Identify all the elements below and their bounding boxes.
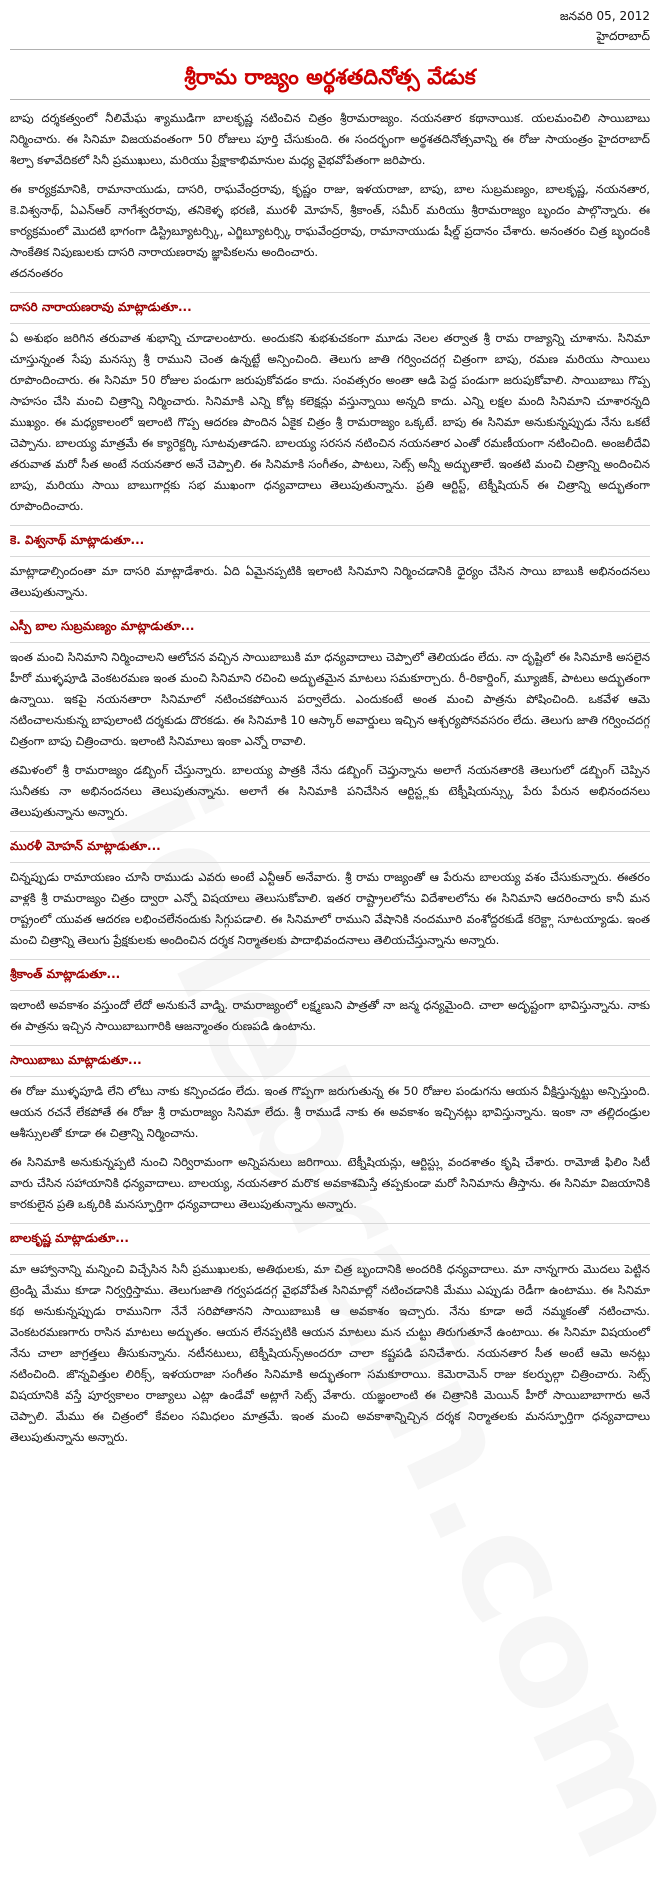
section-divider — [10, 525, 650, 526]
speaker-heading-viswanath: కె. విశ్వనాథ్ మాట్లాడుతూ... — [10, 533, 145, 547]
section-divider — [10, 959, 650, 960]
section-divider — [10, 611, 650, 612]
article-location: హైదరాబాద్ — [596, 29, 650, 43]
speech-paragraph: తమిళంలో శ్రీ రామరాజ్యం డబ్బింగ్ చేస్తున్నారు. బాలయ్య పాత్రకి నేను డబ్బింగ్ చెప్తున్నాను అలాగే నయనతారకి తెలుగులో డబ్బింగ్ చెప్పిన సునీతకు నా అభినందనలు తెలుపుతున్నాను. అలాగే ఈ సినిమాకి పనిచేసిన ఆర్టిస్ట్లకు టెక్నీషియన్స్కు పేరు పేరున అభినందనలు తెలుపుతున్నాను అన్నారు. — [10, 763, 650, 819]
page-title: శ్రీరామ రాజ్యం అర్థశతదినోత్స వేడుక — [184, 65, 476, 89]
section-divider — [10, 831, 650, 832]
section-divider — [10, 1254, 650, 1255]
speaker-heading-spb: ఎస్పీ బాల సుబ్రమణ్యం మాట్లాడుతూ... — [10, 619, 195, 633]
section-divider — [10, 862, 650, 863]
article-body — [10, 108, 650, 1456]
section-divider — [10, 1223, 650, 1224]
header-divider — [10, 49, 650, 50]
article-meta — [350, 6, 650, 46]
speech-paragraph: ఇంత మంచి సినిమాని నిర్మించాలని ఆలోచన వచ్చిన సాయిబాబుకి మా ధన్యవాదాలు చెప్పాలో తెలియడం లేదు. నా దృష్టిలో ఈ సినిమాకి అసలైన హీరో ముళ్ళపూడి వెంకటరమణ ఇంత మంచి సినిమాని రచించి అద్భుతమైన మాటలు సమకూర్చారు. రీ-రికార్డింగ్, మ్యూజిక్, పాటలు అద్భుతంగా ఉన్నాయి. ఇకపై నయనతారా సినిమాలో నటించకపోయిన పర్వాలేదు. ఎందుకంటే అంత మంచి పాత్రను పోషించింది. ఒకవేళ ఆమె నటించాలనుకున్న బాపులాంటి దర్శకుడు దొరకడు. ఈ సినిమాకి 10 ఆస్కార్ అవార్డులు ఇచ్చిన ఆశ్చర్యపోనవసరం లేదు. తెలుగు జాతి గర్వించదగ్గ చిత్రంగా బాపు చిత్రించారు. ఇలాంటి సినిమాలు ఇంకా ఎన్నో రావాలి. — [10, 650, 650, 748]
intro-paragraph: ఈ కార్యక్రమానికి, రామానాయుడు, దాసరి, రాఘవేంద్రరావు, కృష్ణం రాజు, ఇళయరాజా, బాపు, బాల సుబ్రమణ్యం, బాలకృష్ణ, నయనతార, కె.విశ్వనాథ్, ఏఎన్ఆర్ నాగేశ్వరరావు, తనికెళ్ళ భరణి, మురళీ మోహన్, శ్రీకాంత్, సమీర్ మరియు శ్రీరామరాజ్యం బృందం పాల్గొన్నారు. ఈ కార్యక్రమంలో మొదటి భాగంగా డిస్ట్రిబ్యూటర్స్కి, ఎగ్జిబ్యూటర్స్కి రాఘవేంద్రరావు, రామానాయుడు షీల్డ్ ప్రదానం చేశారు. అనంతరం చిత్ర బృందంకి సాంకేతిక నిపుణులకు దాసరి నారాయణరావు జ్ఞాపికలను అందించారు. తదనంతరం — [10, 182, 650, 280]
title-divider — [10, 99, 650, 100]
speech-paragraph: ఇలాంటి అవకాశం వస్తుందో లేదో అనుకునే వాడ్ని. రామరాజ్యంలో లక్ష్మణుని పాత్రతో నా జన్మ ధన్యమైంది. చాలా అదృష్టంగా భావిస్తున్నాను. నాకు ఈ పాత్రను ఇచ్చిన సాయిబాబుగారికి ఆజన్మాంతం రుణపడి ఉంటాను. — [10, 998, 650, 1033]
speech-paragraph: ఈ రోజు ముళ్ళపూడి లేని లోటు నాకు కన్పించడం లేదు. ఇంత గొప్పగా జరుగుతున్న ఈ 50 రోజుల పండుగను ఆయన వీక్షిస్తున్నట్టు అన్పిస్తుంది. ఆయన రచనే లేకపోతే ఈ రోజు శ్రీ రామరాజ్యం సినిమా లేదు. శ్రీ రాముడే నాకు ఈ అవకాశం ఇచ్చినట్లు భావిస్తున్నాను. ఇంకా నా తల్లిదండ్రుల ఆశీస్సులతో కూడా ఈ చిత్రాన్ని నిర్మించాను. — [10, 1084, 650, 1140]
speech-paragraph: ఏ అశుభం జరిగిన తరువాత శుభాన్ని చూడాలంటారు. అందుకని శుభశుచకంగా మూడు నెలల తర్వాత శ్రీ రామ రాజ్యాన్ని చూశాను. సినిమా చూస్తున్నంత సేపు మనస్సు శ్రీ రాముని చెంత ఉన్నట్టే అన్పించింది. తెలుగు జాతి గర్వించదగ్గ చిత్రంగా బాపు, రమణ మరియు సాయిలు రూపొందించారు. ఈ సినిమా 50 రోజుల పండుగా జరుపుకోవడం కాదు. సంవత్సరం అంతా ఆడి పెద్ద పండుగా జరుపుకోవాలి. సాయిబాబు గొప్ప సాహసం చేసి మంచి చిత్రాన్ని నిర్మించారు. సినిమాకి ఎన్ని కోట్ల కలెక్షన్లు వస్తున్నాయి అన్నది కాదు. ఎన్ని లక్షల మంది సినిమాని చూశారన్నది ముఖ్యం. ఈ మధ్యకాలంలో ఇలాంటి గొప్ప ఆదరణ పొందిన ఏకైక చిత్రం శ్రీ రామరాజ్యం ఒక్కటే. బాపు ఈ సినిమా అనుకున్నప్పుడు నేను ఒకటే చెప్పాను. బాలయ్య మాత్రమే ఈ క్యారెక్టర్కి సూటవుతాడని. బాలయ్య సరసన నటించిన నయనతార ఎంతో రమణీయంగా నటించింది. అంజలీదేవి తరువాత మరో సీత అంటే నయనతార అనే చెప్పాలి. ఈ సినిమాకి సంగీతం, పాటలు, సెట్స్ అన్నీ అద్భుతాలే. ఇంతటి మంచి చిత్రాన్ని అందించిన బాపు, మరియు సాయి బాబుగార్లకు సభ ముఖంగా ధన్యవాదాలు తెలుపుతున్నాను. ప్రతి ఆర్టిస్ట్, టెక్నీషియన్ ఈ చిత్రాన్ని అద్భుతంగా రూపొందించారు. — [10, 331, 650, 513]
speaker-heading-balakrishna: బాలకృష్ణ మాట్లాడుతూ... — [10, 1231, 129, 1245]
speech-paragraph: మాట్లాడాల్సిందంతా మా దాసరి మాట్లాడేశారు. ఏది ఏమైనప్పటికి ఇలాంటి సినిమాని నిర్మించడానికి ధైర్యం చేసిన సాయి బాబుకి అభినందనలు తెలుపుతున్నాను. — [10, 564, 650, 599]
speaker-heading-dasari: దాసరి నారాయణరావు మాట్లాడుతూ... — [10, 300, 192, 314]
section-divider — [10, 323, 650, 324]
section-divider — [10, 642, 650, 643]
section-divider — [10, 556, 650, 557]
speech-paragraph: ఈ సినిమాకి అనుకున్నప్పటి నుంచి నిర్విరామంగా అన్నిపనులు జరిగాయి. టెక్నీషియన్లు, ఆర్టిస్ట్లు వందశాతం కృషి చేశారు. రామోజీ ఫిలిం సిటీ వారు చేసిన సహాయానికి ధన్యవాదాలు. బాలయ్య, నయనతార మరొక అవకాశమిస్తే తప్పకుండా మరో సినిమాను తీస్తాను. ఈ సినిమా విజయానికి కారకులైన ప్రతి ఒక్కరికి మనస్ఫూర్తిగా ధన్యవాదాలు తెలుపుతున్నాను అన్నారు. — [10, 1155, 650, 1211]
speaker-heading-srikanth: శ్రీకాంత్ మాట్లాడుతూ... — [10, 967, 121, 981]
section-divider — [10, 1045, 650, 1046]
speaker-heading-murali-mohan: మురళీ మోహన్ మాట్లాడుతూ... — [10, 839, 161, 853]
speech-paragraph: చిన్నప్పుడు రామాయణం చూసి రాముడు ఎవరు అంటే ఎన్టీఆర్ అనేవారు. శ్రీ రామ రాజ్యంతో ఆ పేరును బాలయ్య వశం చేసుకున్నారు. ఈతరం వాళ్లకి శ్రీ రామరాజ్యం చిత్రం ద్వారా ఎన్నో విషయాలు తెలుసుకోవాలి. ఇతర రాష్ట్రాలలోను విదేశాలలోను ఈ సినిమాని ఆదరించారు కానీ మన రాష్ట్రంలో యువత ఆదరణ లభించలేనందుకు సిగ్గుపడాలి. ఈ సినిమాలో రాముని వేషానికి నందమూరి వంశోద్దరకుడే కరెక్ట్గా సూటయ్యాడు. ఇంత మంచి చిత్రాన్ని తెలుగు ప్రేక్షకులకు అందించిన దర్శక నిర్మాతలకు పాదాభివందనాలు తెలియచేస్తున్నాను అన్నారు. — [10, 870, 650, 947]
intro-paragraph: బాపు దర్శకత్వంలో నీలిమేఘ శ్యాముడిగా బాలకృష్ణ నటించిన చిత్రం శ్రీరామరాజ్యం. నయనతార కథానాయిక. యలమంచిలి సాయిబాబు నిర్మించారు. ఈ సినిమా విజయవంతంగా 50 రోజులు పూర్తి చేసుకుంది. ఈ సందర్భంగా అర్థశతదినోత్సవాన్ని ఈ రోజు సాయంత్రం హైదరాబాద్ శిల్పా కళావేదికలో సినీ ప్రముఖులు, మరియు ప్రేక్షాకాభిమానుల మధ్య వైభవోపేతంగా జరిపారు. — [10, 111, 650, 167]
section-divider — [10, 990, 650, 991]
section-divider — [10, 1076, 650, 1077]
article-date: జనవరి 05, 2012 — [559, 9, 650, 23]
speaker-heading-saibabu: సాయిబాబు మాట్లాడుతూ... — [10, 1053, 142, 1067]
speech-paragraph: మా ఆహ్వానాన్ని మన్నించి విచ్చేసిన సినీ ప్రముఖులకు, అతిథులకు, మా చిత్ర బృందానికి అందరికి ధన్యవాదాలు. మా నాన్నగారు మొదలు పెట్టిన ట్రెండ్ని మేము కూడా నిర్వర్తిస్తాము. తెలుగుజాతి గర్వపడదగ్గ వైభవోపేత సినిమాల్లో నటించడానికి మేము ఎప్పుడు రెడీగా ఉంటాము. ఈ సినిమా కథ అనుకున్నప్పుడు రామునిగా నేనే సరిపోతానని సాయిబాబుకి ఆ అవకాశం ఇచ్చారు. నేను కూడా అదే నమ్మకంతో నటించాను. వెంకటరమణగారు రాసిన మాటలు అద్భుతం. ఆయన లేనప్పటికి ఆయన మాటలు మన చుట్టు తిరుగుతూనే ఉంటాయి. ఈ సినిమా విషయంలో నేను చాలా జాగ్రత్తలు తీసుకున్నాను. నటీనటులు, టెక్నీషియన్స్అందరూ చాలా కష్టపడి పనిచేశారు. నయనతార సీత అంటే ఆమె అనట్లు నటించింది. జొన్నవిత్తుల లిరిక్స్, ఇళయరాజా సంగీతం సినిమాకి అద్భుతంగా సమకూరాయి. కెమెరామెన్ రాజు కలర్ఫుల్గా చిత్రించారు. సెట్స్ విషయానికి వస్తే పూర్వకాలం రాజ్యాలు ఎట్లా ఉండేవో అట్లాగే సెట్స్ వేశారు. యజ్ఞంలాంటి ఈ చిత్రానికి మెయిన్ హీరో సాయిబాబాగారు అనే చెప్పాలి. మేము ఈ చిత్రంలో కేవలం సమిధలం మాత్రమే. ఇంత మంచి అవకాశాన్నిచ్చిన దర్శక నిర్మాతలకు మనస్ఫూర్తిగా ధన్యవాదాలు తెలుపుతున్నాను అన్నారు. — [10, 1262, 650, 1444]
section-divider — [10, 292, 650, 293]
